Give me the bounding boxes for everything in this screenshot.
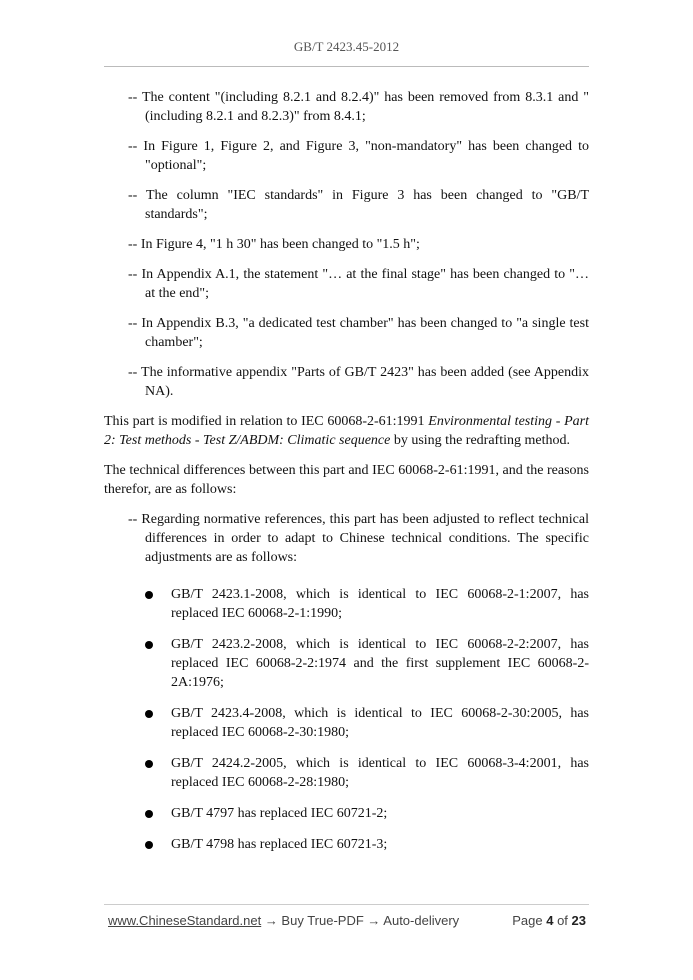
bullet-item [145,704,589,742]
bullet-text: GB/T 4797 has replaced IEC 60721-2; [171,806,388,821]
text: by using the redrafting method. [390,433,570,448]
bullet-text: GB/T 2423.1-2008, which is identical to IEC 60068-2-1:2007, has replaced IEC 60068-2-1:1990; [171,587,589,621]
change-item: -- In Appendix B.3, "a dedicated test chamber" has been changed to "a single test chamber"; [128,316,589,350]
footer-tagline: → Buy True-PDF → Auto-delivery [261,913,460,928]
bullet-icon [145,710,153,718]
page-number [512,913,586,928]
bullet-icon [145,591,153,599]
change-item: -- The informative appendix "Parts of GB/T 2423" has been added (see Appendix NA). [128,365,589,399]
bullet-text: GB/T 2423.2-2008, which is identical to IEC 60068-2-2:2007, has replaced IEC 60068-2-2:1974 and the first supplement IEC 60068-2-2A:1976; [171,637,589,690]
page-label: Page [512,913,543,928]
bullet-item [145,835,589,854]
header-divider [104,66,589,67]
bullet-list [145,585,589,854]
footer-divider [104,904,589,905]
change-item: -- In Appendix A.1, the statement "… at the final stage" has been changed to "… at the end"; [128,267,589,301]
text: This part is modified in relation to IEC 60068-2-61:1991 [104,414,429,429]
bullet-icon [145,760,153,768]
technical-differences-paragraph: The technical differences between this part and IEC 60068-2-61:1991, and the reasons therefor, are as follows: [104,463,589,497]
bullet-text: GB/T 4798 has replaced IEC 60721-3; [171,837,388,852]
bullet-item [145,585,589,623]
current-page: 4 [546,913,554,928]
bullet-icon [145,810,153,818]
change-item: -- The column "IEC standards" in Figure 3 has been changed to "GB/T standards"; [128,188,589,222]
page-footer [108,913,586,928]
bullet-icon [145,641,153,649]
change-item: -- In Figure 1, Figure 2, and Figure 3, "non-mandatory" has been changed to "optional"; [128,139,589,173]
standard-title: Environmental testing - Part 2: Test methods - Test Z/ABDM: Climatic sequence [104,414,589,448]
bullet-text: GB/T 2424.2-2005, which is identical to IEC 60068-3-4:2001, has replaced IEC 60068-2-28:1980; [171,756,589,790]
modification-paragraph [104,412,589,450]
website-link[interactable]: www.ChineseStandard.net [108,913,262,928]
page-header: GB/T 2423.45-2012 [293,39,400,54]
bullet-text: GB/T 2423.4-2008, which is identical to IEC 60068-2-30:2005, has replaced IEC 60068-2-30:1980; [171,706,589,740]
change-item: -- In Figure 4, "1 h 30" has been changed to "1.5 h"; [128,237,420,252]
of-label: of [557,913,568,928]
bullet-item [145,635,589,692]
bullet-icon [145,841,153,849]
document-body [104,88,589,866]
change-item: -- The content "(including 8.2.1 and 8.2.4)" has been removed from 8.3.1 and "(including 8.2.1 and 8.2.3)" from 8.4.1; [128,90,589,124]
bullet-item [145,754,589,792]
normative-item: -- Regarding normative references, this part has been adjusted to reflect technical differences in order to adapt to Chinese technical conditions. The specific adjustments are as follows: [128,512,589,565]
bullet-item [145,804,589,823]
total-pages: 23 [571,913,586,928]
